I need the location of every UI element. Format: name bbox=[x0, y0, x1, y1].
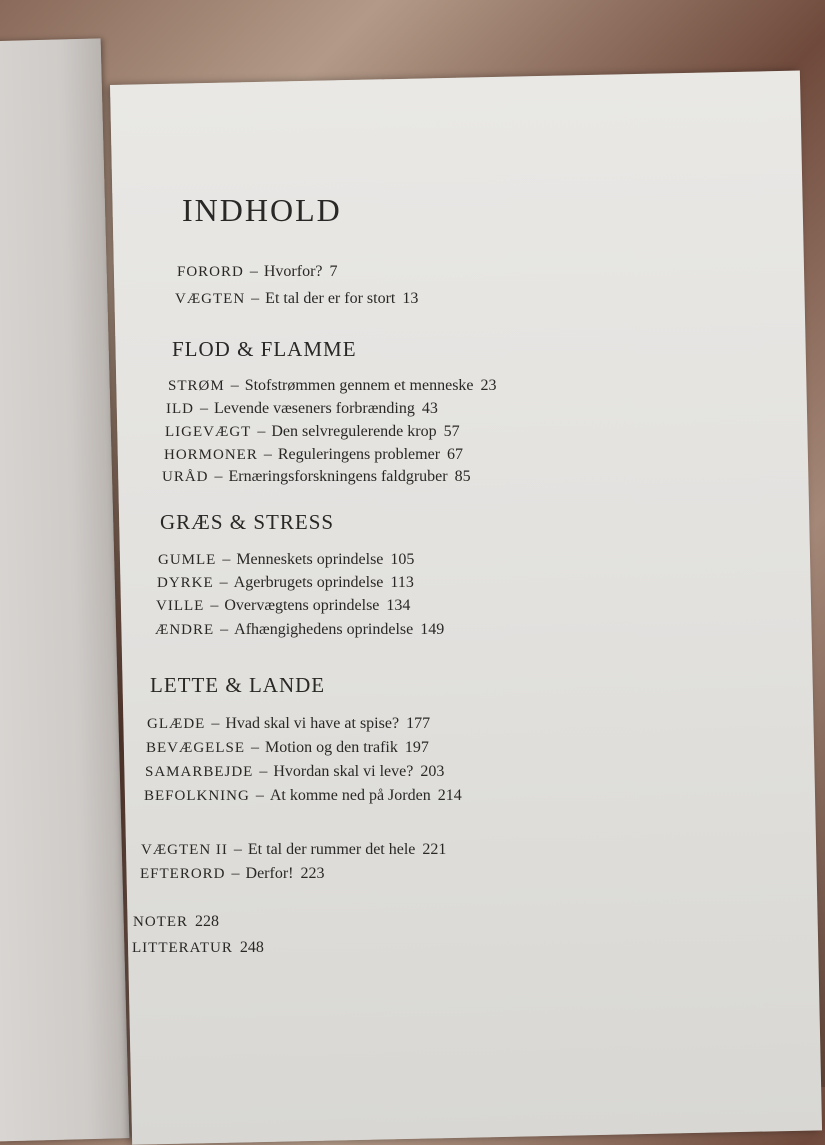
entry-dash: – bbox=[214, 468, 223, 485]
toc-entry bbox=[177, 263, 338, 281]
entry-label: LITTERATUR bbox=[132, 940, 233, 956]
entry-label: URÅD bbox=[162, 469, 209, 485]
entry-label: STRØM bbox=[168, 378, 225, 394]
section-heading: GRÆS & STRESS bbox=[160, 510, 335, 534]
entry-title: Afhængighedens oprindelse bbox=[234, 621, 414, 638]
toc-entry bbox=[144, 787, 462, 805]
entry-page: 57 bbox=[443, 423, 460, 440]
toc-entry bbox=[147, 715, 430, 733]
toc-entry bbox=[156, 597, 410, 615]
entry-title: Hvad skal vi have at spise? bbox=[225, 715, 400, 732]
entry-title: Ernæringsforskningens faldgruber bbox=[228, 468, 448, 485]
toc-entry bbox=[157, 574, 414, 592]
page-title: INDHOLD bbox=[182, 192, 342, 228]
entry-page: 197 bbox=[404, 739, 429, 756]
entry-title: Motion og den trafik bbox=[265, 739, 398, 756]
entry-dash: – bbox=[251, 290, 260, 307]
left-page bbox=[0, 38, 129, 1141]
entry-title: At komme ned på Jorden bbox=[269, 787, 431, 804]
entry-title: Derfor! bbox=[245, 865, 294, 882]
entry-label: VILLE bbox=[156, 598, 205, 614]
entry-page: 214 bbox=[437, 787, 462, 804]
toc-entry bbox=[168, 377, 497, 395]
toc-entry bbox=[146, 739, 429, 757]
entry-title: Reguleringens problemer bbox=[277, 446, 441, 463]
entry-page: 113 bbox=[390, 574, 414, 591]
entry-dash: – bbox=[263, 446, 272, 463]
entry-title: Overvægtens oprindelse bbox=[224, 597, 380, 614]
entry-page: 228 bbox=[195, 913, 219, 930]
entry-page: 23 bbox=[480, 377, 497, 394]
toc-entry bbox=[132, 939, 264, 957]
entry-dash: – bbox=[251, 739, 259, 756]
entry-dash: – bbox=[259, 763, 268, 780]
entry-title: Et tal der rummer det hele bbox=[247, 841, 416, 858]
entry-dash: – bbox=[257, 423, 266, 440]
entry-title: Menneskets oprindelse bbox=[236, 551, 384, 568]
entry-label: FORORD bbox=[177, 264, 244, 280]
entry-page: 13 bbox=[402, 290, 419, 307]
entry-dash: – bbox=[220, 621, 229, 638]
entry-title: Agerbrugets oprindelse bbox=[233, 574, 384, 591]
entry-title: Levende væseners forbrænding bbox=[214, 400, 415, 417]
entry-label: LIGEVÆGT bbox=[165, 424, 252, 440]
entry-page: 223 bbox=[300, 865, 325, 882]
entry-label: SAMARBEJDE bbox=[145, 764, 254, 780]
toc-entry bbox=[158, 551, 414, 569]
entry-page: 177 bbox=[406, 715, 431, 732]
toc-entry bbox=[164, 446, 463, 464]
entry-page: 43 bbox=[421, 400, 438, 417]
entry-title: Hvorfor? bbox=[263, 263, 323, 280]
entry-label: BEFOLKNING bbox=[144, 788, 250, 804]
entry-label: NOTER bbox=[133, 914, 188, 930]
entry-label: EFTERORD bbox=[140, 866, 226, 882]
entry-dash: – bbox=[249, 263, 258, 280]
entry-title: Et tal der er for stort bbox=[265, 290, 396, 307]
section-heading: LETTE & LANDE bbox=[150, 673, 326, 697]
entry-page: 134 bbox=[386, 597, 411, 614]
entry-page: 7 bbox=[329, 263, 338, 280]
entry-page: 248 bbox=[239, 939, 264, 956]
entry-title: Stofstrømmen gennem et menneske bbox=[244, 377, 474, 394]
entry-label: BEVÆGELSE bbox=[146, 740, 245, 756]
entry-page: 149 bbox=[420, 621, 445, 638]
entry-dash: – bbox=[211, 715, 220, 732]
toc-entry bbox=[162, 468, 471, 486]
entry-label: DYRKE bbox=[157, 575, 214, 591]
entry-dash: – bbox=[200, 400, 208, 417]
toc-entry bbox=[141, 841, 446, 859]
entry-label: ÆNDRE bbox=[155, 622, 215, 638]
entry-page: 67 bbox=[447, 446, 464, 463]
section-heading: FLOD & FLAMME bbox=[172, 337, 357, 361]
entry-dash: – bbox=[231, 865, 240, 882]
entry-label: VÆGTEN II bbox=[141, 842, 228, 858]
entry-dash: – bbox=[219, 574, 228, 591]
entry-title: Hvordan skal vi leve? bbox=[273, 763, 414, 780]
toc-entry bbox=[140, 865, 324, 883]
entry-dash: – bbox=[233, 841, 242, 858]
entry-label: GUMLE bbox=[158, 552, 217, 568]
entry-page: 105 bbox=[390, 551, 415, 568]
toc-entry bbox=[133, 913, 219, 931]
entry-dash: – bbox=[255, 787, 264, 804]
entry-label: VÆGTEN bbox=[175, 291, 246, 307]
entry-page: 85 bbox=[454, 468, 471, 485]
toc-entry bbox=[175, 290, 418, 308]
entry-dash: – bbox=[222, 551, 231, 568]
entry-title: Den selvregulerende krop bbox=[271, 423, 437, 440]
entry-dash: – bbox=[230, 377, 239, 394]
entry-label: GLÆDE bbox=[147, 716, 206, 732]
toc-entry bbox=[166, 400, 438, 418]
toc-entry bbox=[165, 423, 460, 441]
entry-label: ILD bbox=[166, 401, 194, 417]
entry-dash: – bbox=[210, 597, 219, 614]
entry-label: HORMONER bbox=[164, 447, 258, 463]
entry-page: 203 bbox=[420, 763, 445, 780]
toc-entry bbox=[145, 763, 444, 781]
entry-page: 221 bbox=[422, 841, 447, 858]
toc-entry bbox=[155, 621, 444, 639]
